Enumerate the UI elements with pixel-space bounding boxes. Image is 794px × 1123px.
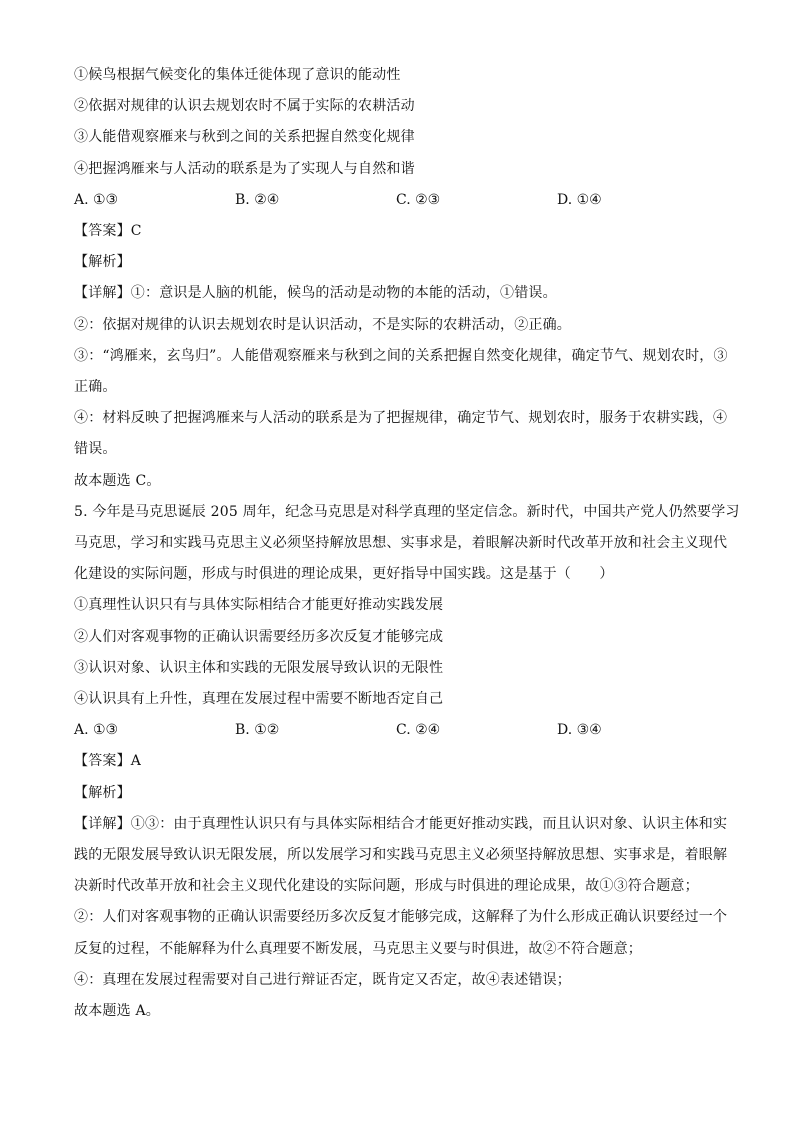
q5-statement-1: ①真理性认识只有与具体实际相结合才能更好推动实践发展 [74, 597, 444, 614]
q4-option-d: D. ①④ [557, 191, 602, 208]
q4-detail-5: ④：材料反映了把握鸿雁来与人活动的联系是为了把握规律，确定节气、规划农时，服务于农耕实践，④ [74, 410, 728, 427]
q5-detail-4: ②：人们对客观事物的正确认识需要经历多次反复才能够完成，这解释了为什么形成正确认识要经过一个 [74, 909, 728, 926]
q4-statement-2: ②依据对规律的认识去规划农时不属于实际的农耕活动 [74, 98, 415, 115]
q5-detail-6: ④：真理在发展过程需要对自己进行辩证否定，既肯定又否定，故④表述错误； [74, 971, 571, 988]
q4-option-c: C. ②③ [396, 191, 441, 208]
q4-statement-3: ③人能借观察雁来与秋到之间的关系把握自然变化规律 [74, 129, 415, 146]
q4-options [74, 185, 726, 216]
q4-detail-3: ③：“鸿雁来，玄鸟归”。人能借观察雁来与秋到之间的关系把握自然变化规律，确定节气、规划农时，③ [74, 347, 728, 364]
q5-statement-3: ③认识对象、认识主体和实践的无限发展导致认识的无限性 [74, 659, 444, 676]
q5-detail-3: 决新时代改革开放和社会主义现代化建设的实际问题，形成与时俱进的理论成果，故①③符合题意； [74, 878, 699, 895]
q5-stem-2: 马克思，学习和实践马克思主义必须坚持解放思想、实事求是，着眼解决新时代改革开放和社会主义现代 [74, 535, 728, 552]
document-page [74, 60, 740, 1027]
q4-detail-6: 错误。 [74, 441, 117, 458]
question-4-block [74, 60, 726, 497]
q4-statement-1: ①候鸟根据气候变化的集体迁徙体现了意识的能动性 [74, 67, 401, 83]
q4-answer: 【答案】C [74, 223, 142, 240]
q5-option-a: A. ①③ [74, 722, 119, 739]
q5-options [74, 715, 726, 746]
q5-conclusion: 故本题选 A。 [74, 1003, 160, 1020]
q4-detail-1: 【详解】①：意识是人脑的机能，候鸟的活动是动物的本能的活动，①错误。 [74, 285, 557, 302]
q4-detail-2: ②：依据对规律的认识去规划农时是认识活动，不是实际的农耕活动，②正确。 [74, 316, 571, 333]
q5-stem-3: 化建设的实际问题，形成与时俱进的理论成果，更好指导中国实践。这是基于（ ） [74, 566, 614, 583]
q4-analysis-label: 【解析】 [74, 254, 131, 271]
q5-analysis-label: 【解析】 [74, 784, 131, 801]
q4-statement-4: ④把握鸿雁来与人活动的联系是为了实现人与自然和谐 [74, 160, 415, 177]
q5-detail-5: 反复的过程，不能解释为什么真理要不断发展，马克思主义要与时俱进，故②不符合题意； [74, 940, 642, 957]
q4-option-a: A. ①③ [74, 191, 119, 208]
q5-stem-1: 5. 今年是马克思诞辰 205 周年，纪念马克思是对科学真理的坚定信念。新时代，中国共产党人仍然要学习 [74, 503, 740, 520]
q5-option-d: D. ③④ [557, 722, 602, 739]
q5-detail-2: 践的无限发展导致认识无限发展，所以发展学习和实践马克思主义必须坚持解放思想、实事求是，着眼解 [74, 847, 728, 864]
q5-detail-1: 【详解】①③：由于真理性认识只有与具体实际相结合才能更好推动实践，而且认识对象、认识主体和实 [74, 815, 728, 832]
q4-option-b: B. ②④ [235, 191, 280, 208]
q5-answer: 【答案】A [74, 753, 142, 770]
question-5-block [74, 497, 740, 1027]
q5-statement-2: ②人们对客观事物的正确认识需要经历多次反复才能够完成 [74, 628, 444, 645]
q5-option-c: C. ②④ [396, 722, 441, 739]
q4-detail-4: 正确。 [74, 379, 117, 396]
q5-statement-4: ④认识具有上升性，真理在发展过程中需要不断地否定自己 [74, 691, 444, 708]
q4-conclusion: 故本题选 C。 [74, 472, 161, 489]
q5-option-b: B. ①② [235, 722, 280, 739]
